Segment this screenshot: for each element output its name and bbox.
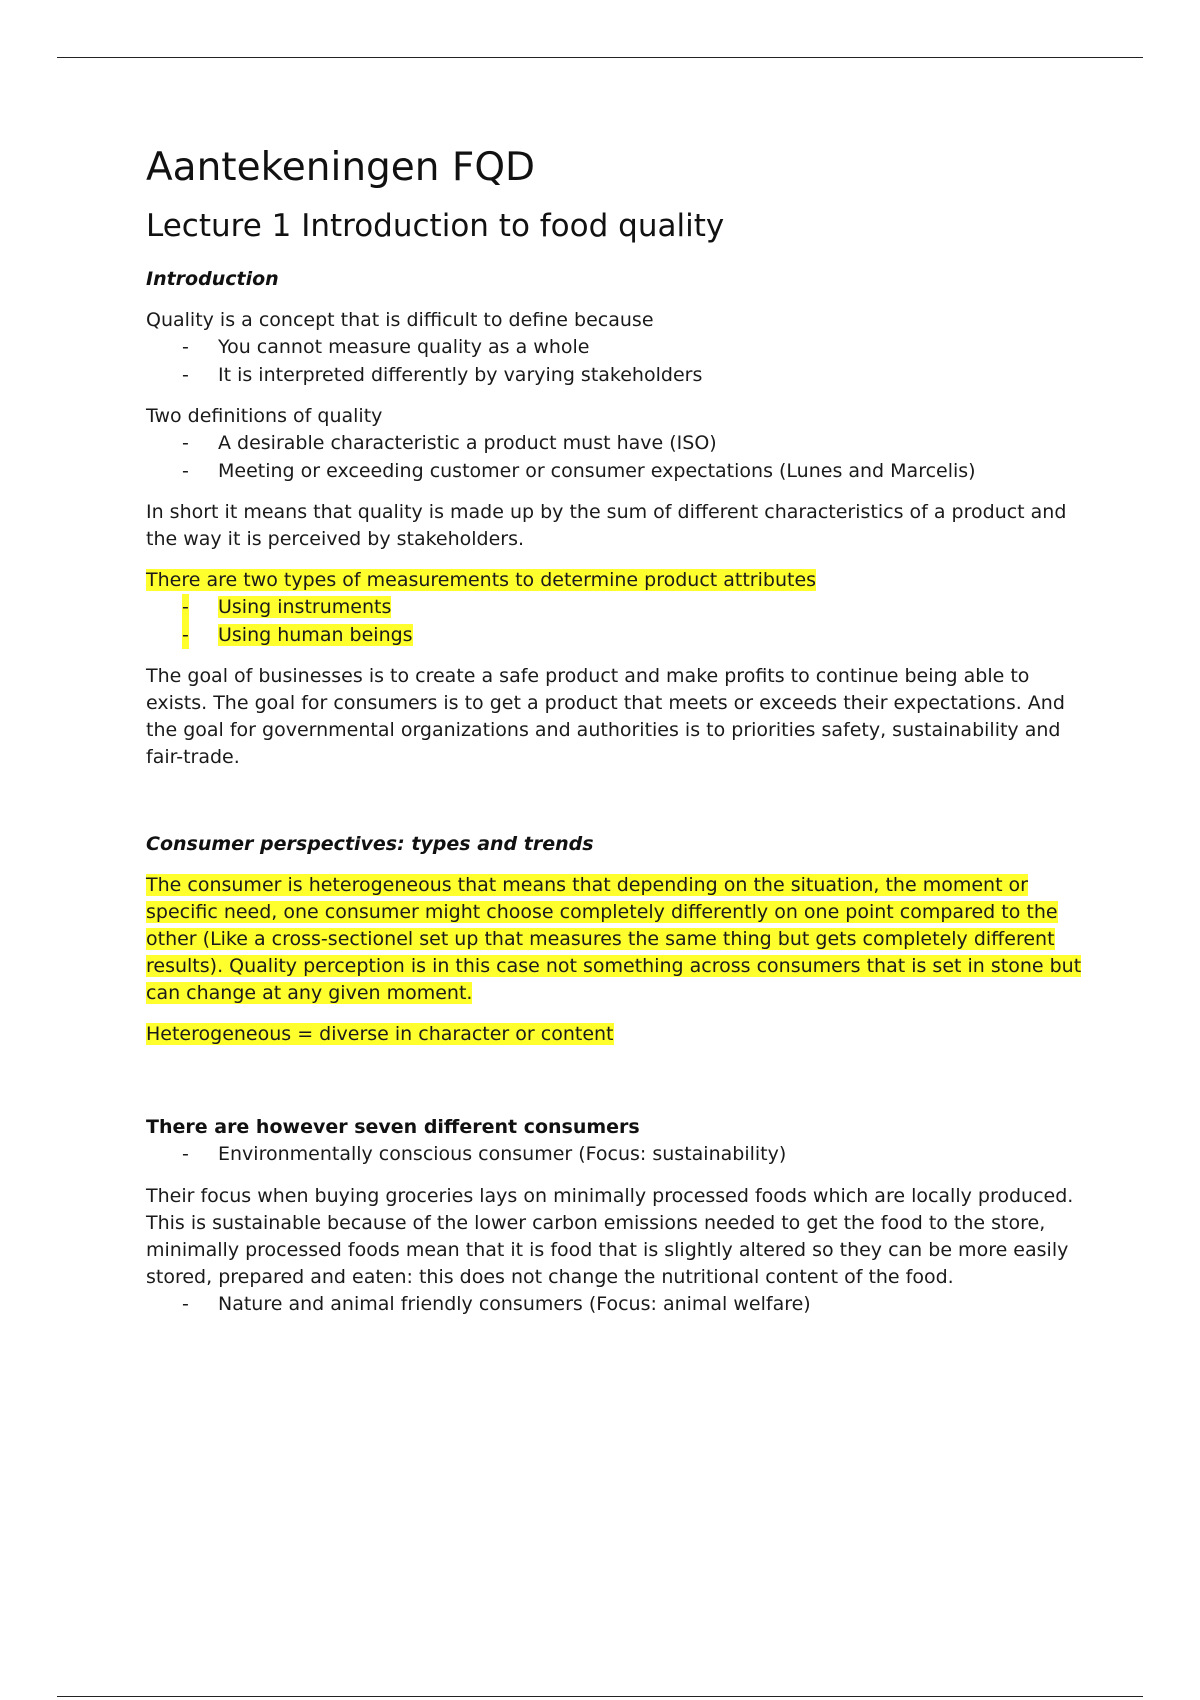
bullet-dash: - — [182, 1292, 189, 1315]
list-item-text: Meeting or exceeding customer or consumer expectations (Lunes and Marcelis) — [218, 459, 976, 482]
bullet-list — [146, 430, 1096, 485]
list-item-text: A desirable characteristic a product must have (ISO) — [218, 432, 717, 454]
bullet-list — [146, 1141, 1096, 1169]
header-rule — [57, 57, 1143, 58]
list-item-text: You cannot measure quality as a whole — [218, 336, 590, 358]
bullet-dash: - — [182, 622, 189, 650]
document-body — [146, 140, 1096, 1318]
bullet-dash: - — [182, 459, 189, 482]
paragraph: Quality is a concept that is difficult to define because — [146, 309, 654, 331]
bullet-list — [146, 1291, 1096, 1319]
bullet-dash: - — [182, 432, 189, 454]
list-item-text: Environmentally conscious consumer (Focus: sustainability) — [218, 1143, 787, 1165]
highlighted-paragraph — [146, 567, 1096, 594]
paragraph: In short it means that quality is made up by the sum of different characteristics of a product and the way it is perceived by stakeholders. — [146, 501, 1067, 550]
highlighted-bullet-list — [146, 594, 1096, 649]
list-item — [146, 622, 1096, 650]
list-item — [146, 1291, 1096, 1319]
list-item — [146, 458, 1096, 486]
bullet-dash: - — [182, 1143, 189, 1165]
list-item — [146, 594, 1096, 622]
bullet-dash: - — [182, 336, 189, 358]
introduction-heading: Introduction — [146, 268, 279, 290]
list-item — [146, 334, 1096, 362]
list-item-text: It is interpreted differently by varying stakeholders — [218, 363, 703, 386]
bullet-list — [146, 334, 1096, 389]
list-item-text: Nature and animal friendly consumers (Focus: animal welfare) — [218, 1292, 811, 1315]
list-item — [146, 430, 1096, 458]
footer-rule — [57, 1696, 1143, 1697]
bullet-dash: - — [182, 594, 189, 622]
bullet-dash: - — [182, 363, 189, 386]
list-item-text: Using instruments — [218, 596, 392, 618]
paragraph: The goal of businesses is to create a safe product and make profits to continue being able to exists. The goal for consumers is to get a product that meets or exceeds their expectations. And the goal for governmental organizations and authorities is to priorities safety, sustainability and fair-trade. — [146, 665, 1065, 768]
list-item — [146, 362, 1096, 390]
paragraph: Two definitions of quality — [146, 405, 383, 427]
document-title: Aantekeningen FQD — [146, 145, 536, 190]
highlighted-paragraph — [146, 872, 1096, 1007]
highlighted-text: The consumer is heterogeneous that means that depending on the situation, the moment or specific need, one consumer might choose completely differently on one point compared to the other (Like a cross-sectionel set up that measures the same thing but gets completely different results). Quality perception is in this case not something across consumers that is set in stone but can change at any given moment. — [146, 874, 1082, 1004]
lecture-title: Lecture 1 Introduction to food quality — [146, 208, 725, 244]
list-item-text: Using human beings — [218, 623, 413, 646]
highlighted-text: Heterogeneous = diverse in character or content — [146, 1023, 614, 1045]
consumer-perspectives-heading: Consumer perspectives: types and trends — [146, 833, 594, 855]
paragraph: Their focus when buying groceries lays on minimally processed foods which are locally produced. This is sustainable because of the lower carbon emissions needed to get the food to the store, minimally processed foods mean that it is food that is slightly altered so they can be more easily stored, prepared and eaten: this does not change the nutritional content of the food. — [146, 1184, 1074, 1288]
highlighted-text: There are two types of measurements to determine product attributes — [146, 569, 817, 591]
seven-consumers-heading: There are however seven different consumers — [146, 1116, 640, 1138]
list-item — [146, 1141, 1096, 1169]
highlighted-paragraph — [146, 1021, 1096, 1048]
